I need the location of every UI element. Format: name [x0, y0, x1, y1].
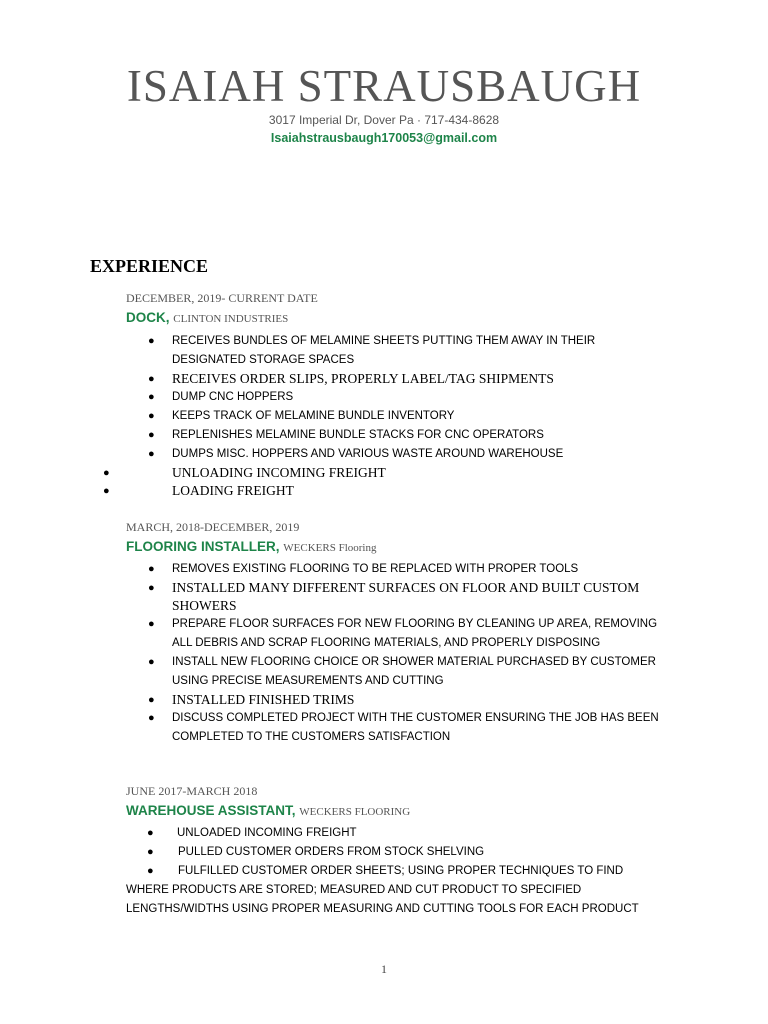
bullet-icon: ● [148, 618, 155, 630]
list-item-text: UNLOADING INCOMING FREIGHT [172, 465, 386, 480]
list-item-text: UNLOADED INCOMING FREIGHT [177, 827, 357, 839]
list-item [0, 445, 768, 464]
list-item-text: DISCUSS COMPLETED PROJECT WITH THE CUSTOMER ENSURING THE JOB HAS BEEN COMPLETED TO THE CUSTOMERS SATISFACTION [172, 712, 659, 743]
contact-line: 3017 Imperial Dr, Dover Pa · 717-434-8628 [268, 113, 500, 127]
bullet-icon: ● [148, 391, 155, 403]
bullet-icon: ● [148, 712, 155, 724]
job-company: WECKERS Flooring [283, 542, 377, 554]
bullet-icon: ● [147, 846, 154, 858]
list-item [0, 332, 768, 370]
bullet-icon: ● [148, 694, 155, 706]
job-company: WECKERS FLOORING [299, 806, 411, 818]
experience-heading: EXPERIENCE [90, 256, 209, 276]
bullet-icon: ● [147, 865, 154, 877]
job-duty-continuation: WHERE PRODUCTS ARE STORED; MEASURED AND CUT PRODUCT TO SPECIFIED LENGTHS/WIDTHS USING PROPER MEASURING AND CUTTING TOOLS FOR EACH PRODUCT [126, 884, 639, 915]
list-item-text: DUMP CNC HOPPERS [172, 391, 294, 403]
job-title [126, 539, 376, 554]
list-item [0, 824, 768, 843]
list-item-text: INSTALLED FINISHED TRIMS [172, 692, 355, 707]
list-item [0, 862, 768, 881]
bullet-icon: ● [147, 827, 154, 839]
bullet-icon: ● [148, 563, 155, 575]
list-item [0, 426, 768, 445]
list-item-text: PULLED CUSTOMER ORDERS FROM STOCK SHELVING [178, 846, 485, 858]
list-item-text: INSTALL NEW FLOORING CHOICE OR SHOWER MATERIAL PURCHASED BY CUSTOMER USING PRECISE MEASUREMENTS AND CUTTING [172, 656, 656, 687]
job-company: CLINTON INDUSTRIES [173, 313, 289, 325]
bullet-icon: ● [148, 582, 155, 594]
list-item [0, 560, 768, 579]
job-duties-list [0, 560, 768, 747]
list-item [0, 482, 768, 500]
job-title-text: WAREHOUSE ASSISTANT, [126, 803, 296, 818]
list-item-text: RECEIVES BUNDLES OF MELAMINE SHEETS PUTTING THEM AWAY IN THEIR DESIGNATED STORAGE SPACES [172, 335, 596, 366]
list-item-text: INSTALLED MANY DIFFERENT SURFACES ON FLOOR AND BUILT CUSTOM SHOWERS [172, 580, 640, 613]
bullet-icon: ● [148, 373, 155, 385]
list-item [0, 464, 768, 482]
job-title [126, 310, 288, 325]
page-number: 1 [381, 962, 387, 976]
list-item [0, 843, 768, 862]
list-item-text: LOADING FREIGHT [172, 483, 294, 498]
job-date: DECEMBER, 2019- CURRENT DATE [126, 291, 318, 305]
bullet-icon: ● [148, 335, 155, 347]
job-title-text: FLOORING INSTALLER, [126, 539, 280, 554]
list-item-text: FULFILLED CUSTOMER ORDER SHEETS; USING PROPER TECHNIQUES TO FIND [178, 865, 624, 877]
job-date: MARCH, 2018-DECEMBER, 2019 [126, 520, 300, 534]
job-date: JUNE 2017-MARCH 2018 [126, 784, 258, 798]
bullet-icon: ● [103, 467, 110, 479]
list-item [0, 691, 768, 709]
bullet-icon: ● [148, 448, 155, 460]
job-duties-list [0, 332, 768, 500]
list-item [0, 615, 768, 653]
list-item-text: KEEPS TRACK OF MELAMINE BUNDLE INVENTORY [172, 410, 455, 422]
resume-name: ISAIAH STRAUSBAUGH [126, 61, 642, 111]
job-title [126, 803, 410, 818]
list-item [0, 579, 768, 615]
list-item-text: PREPARE FLOOR SURFACES FOR NEW FLOORING BY CLEANING UP AREA, REMOVING ALL DEBRIS AND SCRAP FLOORING MATERIALS, AND PROPERLY DISPOSING [172, 618, 658, 649]
list-item-text: REPLENISHES MELAMINE BUNDLE STACKS FOR CNC OPERATORS [172, 429, 544, 441]
email-address: Isaiahstrausbaugh170053@gmail.com [270, 131, 498, 145]
job-duties-list [0, 824, 768, 881]
list-item-text: RECEIVES ORDER SLIPS, PROPERLY LABEL/TAG SHIPMENTS [172, 371, 554, 386]
job-title-text: DOCK, [126, 310, 170, 325]
list-item [0, 370, 768, 388]
bullet-icon: ● [148, 656, 155, 668]
bullet-icon: ● [103, 485, 110, 497]
bullet-icon: ● [148, 410, 155, 422]
list-item [0, 709, 768, 747]
list-item [0, 407, 768, 426]
list-item-text: REMOVES EXISTING FLOORING TO BE REPLACED WITH PROPER TOOLS [172, 563, 579, 575]
list-item-text: DUMPS MISC. HOPPERS AND VARIOUS WASTE AROUND WAREHOUSE [172, 448, 564, 460]
list-item [0, 388, 768, 407]
list-item [0, 653, 768, 691]
bullet-icon: ● [148, 429, 155, 441]
